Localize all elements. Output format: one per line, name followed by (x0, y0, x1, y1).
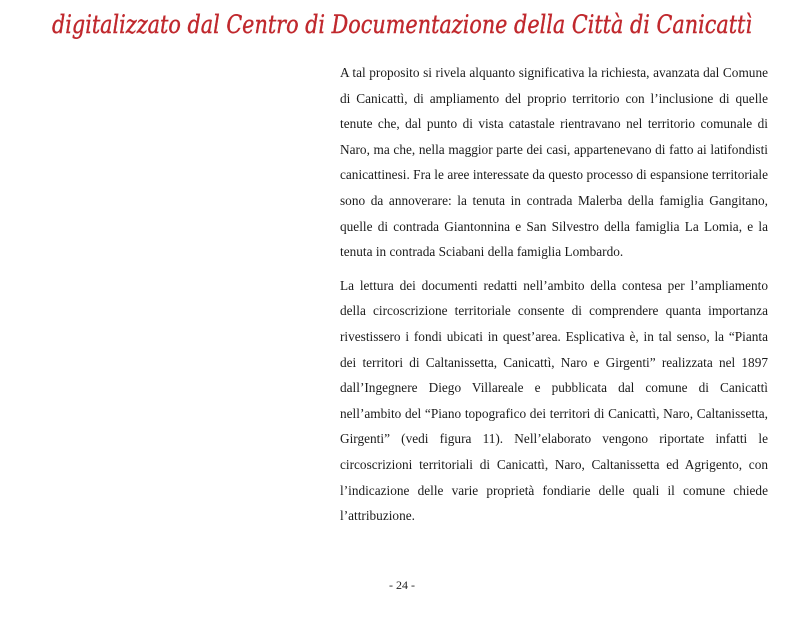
watermark-text: digitalizzato dal Centro di Documentazione della Città di Canicattì (52, 10, 752, 39)
watermark-script-text (0, 2, 800, 46)
document-body (340, 60, 768, 537)
digitization-watermark (0, 2, 800, 46)
paragraph-1: A tal proposito si rivela alquanto significativa la richiesta, avanzata dal Comune di Canicattì, di ampliamento del proprio territorio con l’inclusione di quelle tenute che, dal punto di vista catastale rientravano nel territorio comunale di Naro, ma che, nella maggior parte dei casi, appartenevano di fatto ai latifondisti canicattinesi. Fra le aree interessate da questo processo di espansione territoriale sono da annoverare: la tenuta in contrada Malerba della famiglia Gangitano, quelle di contrada Giantonnina e San Silvestro della famiglia La Lomia, e la tenuta in contrada Sciabani della famiglia Lombardo. (340, 65, 768, 260)
page-number: - 24 - (389, 578, 415, 592)
paragraph-2: La lettura dei documenti redatti nell’ambito della contesa per l’ampliamento della circoscrizione territoriale consente di comprendere quanta importanza rivestissero i fondi ubicati in quest’area. Esplicativa è, in tal senso, la “Pianta dei territori di Caltanissetta, Canicattì, Naro e Girgenti” realizzata nel 1897 dall’Ingegnere Diego Villareale e pubblicata dal comune di Canicattì nell’ambito del “Piano topografico dei territori di Canicattì, Naro, Caltanissetta, Girgenti” (vedi figura 11). Nell’elaborato vengono riportate infatti le circoscrizioni territoriali di Canicattì, Naro, Caltanissetta ed Agrigento, con l’indicazione delle varie proprietà fondiarie delle quali il comune chiede l’attribuzione. (340, 277, 768, 524)
